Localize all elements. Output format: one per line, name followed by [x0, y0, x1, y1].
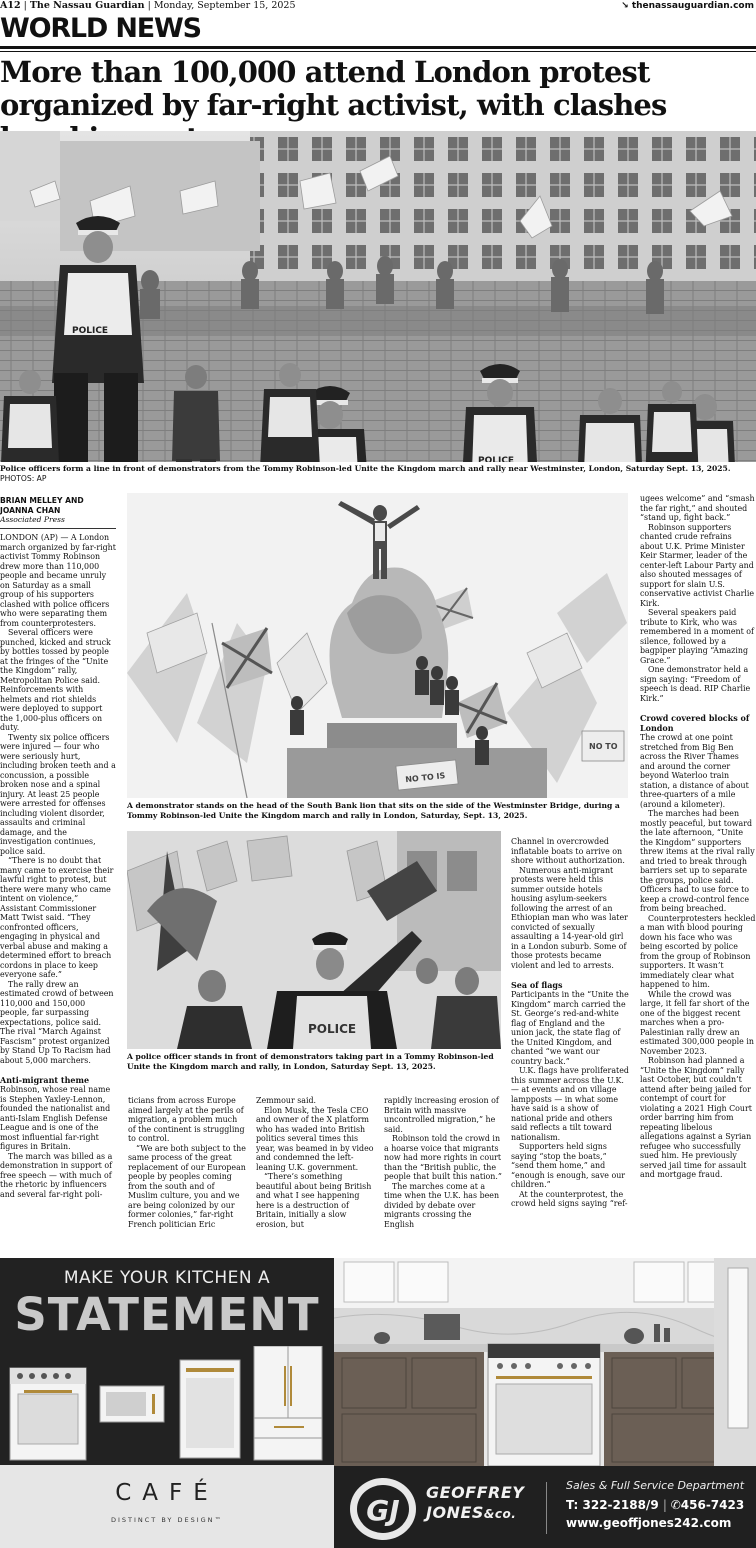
section-title: WORLD NEWS [0, 13, 201, 44]
col6-paragraph: One demonstrator held a sign saying: “Freedom of speech is dead. RIP Charlie Kirk.” [640, 665, 751, 703]
advertisement[interactable] [0, 1258, 756, 1548]
col4-paragraph: rapidly increasing erosion of Britain with massive uncontrolled migration,” he said. [384, 1096, 499, 1134]
officer-photo [127, 831, 501, 1049]
vest-text-1: POLICE [72, 326, 109, 336]
whatsapp-icon: ✆ [670, 1498, 681, 1512]
main-photo [0, 131, 756, 462]
col5-paragraph: Participants in the “Unite the Kingdom” march carried the St. George’s red-and-white flag of England and the union jack, the state flag of the United Kingdom, and chanted “we want our country back.” [511, 990, 629, 1066]
dealer-name [426, 1483, 524, 1524]
column-2 [128, 1096, 246, 1229]
col3-paragraph: Elon Musk, the Tesla CEO and owner of the X platform who has waded into British politics several times this year, was beamed in by video and condemned the left-leaning U.K. government. [256, 1105, 374, 1172]
col1-paragraph: The march was billed as a demonstration in support of free speech — with much of the rhetoric by influencers and several far-right poli- [0, 1151, 113, 1199]
appliances-illustration [8, 1346, 326, 1461]
ad-statement-text: STATEMENT [14, 1288, 320, 1341]
main-photo-caption: Police officers form a line in front of demonstrators from the Tommy Robinson-led Unite the Kingdom march and rally near Westminster, London, Saturday Sept. 13, 2025. [0, 464, 731, 473]
folio-site[interactable] [621, 0, 754, 12]
col6-paragraph: Robinson supporters chanted crude refrains about U.K. Prime Minister Keir Starmer, leader of the center-left Labour Party and also shouted messages of support for slain U.S. conservative activist Charlie Kirk. [640, 522, 755, 608]
kitchen-photo [334, 1258, 756, 1466]
wall-oven-icon [180, 1360, 240, 1458]
col3-paragraph: Zemmour said. [256, 1096, 317, 1105]
section-rule-thin [0, 51, 756, 52]
subhead-sea-of-flags: Sea of flags [511, 980, 563, 990]
column-5 [511, 837, 629, 1209]
cafe-logo: CAFÉ [115, 1480, 219, 1506]
col1-paragraph: Twenty six police officers were injured — four who were seriously hurt, including broken teeth and a concussion, a possible broken nose and a spinal injury. At least 25 people were arrested for offenses including violent disorder, assaults and criminal damage, and the investigation continues, police said. [0, 732, 116, 856]
col2-paragraph: ticians from across Europe aimed largely at the perils of migration, a problem much of the continent is struggling to control. [128, 1096, 245, 1143]
col6-paragraph: The crowd at one point stretched from Big Ben across the River Thames and around the corner beyond Waterloo train station, a distance of about three-quarters of a mile (around a kilometer). [640, 733, 749, 809]
photo-credit: PHOTOS: AP [0, 474, 47, 483]
cafe-logo-box [0, 1465, 334, 1548]
col1-paragraph: Several officers were punched, kicked and struck by bottles tossed by people at the fringes of the “Unite the Kingdom” rally, Metropolitan Police said. Reinforcements with helmets and riot shields were deployed to support the 1,000-plus officers on duty. [0, 628, 111, 732]
sign-right-text: NO TO [589, 742, 618, 751]
phone-separator: | [662, 1498, 671, 1512]
vest-text-2: POLICE [478, 456, 515, 462]
col5-paragraph: Channel in overcrowded inflatable boats to arrive on shore without authorization. [511, 837, 625, 865]
vest-text-3: POLICE [308, 1022, 357, 1036]
col5-paragraph: U.K. flags have proliferated this summer across the U.K. — at events and on village lampposts — in what some have said is a show of national pride and others said reflects a tilt toward nationalism. [511, 1066, 629, 1142]
lion-photo-caption: A demonstrator stands on the head of the South Bank lion that sits on the side of the Westminster Bridge, during a Tommy Robinson-led Unite the Kingdom march and rally in London, Saturday, Sept. 13, 2025. [127, 801, 620, 820]
col6-paragraph: Several speakers paid tribute to Kirk, who was remembered in a moment of silence, followed by a bagpiper playing “Amazing Grace.” [640, 608, 754, 665]
column-4 [384, 1096, 502, 1229]
subhead-crowd: Crowd covered blocks of London [640, 713, 750, 733]
page-number: A12 [0, 0, 21, 11]
paper-name: The Nassau Guardian [29, 0, 145, 11]
dealer-name-line-2 [426, 1503, 524, 1524]
dealer-phone-line[interactable] [566, 1498, 744, 1512]
col1-paragraph: The rally drew an estimated crowd of between 110,000 and 150,000 people, far surpassing expectations, police said. The rival “March Against Fascism” protest organized by Stand Up To Racism had about 5,000 marchers. [0, 979, 114, 1065]
dealer-phone[interactable]: T: 322-2188/9 [566, 1498, 659, 1512]
subhead-anti-migrant: Anti-migrant theme [0, 1075, 90, 1085]
byline-line-2: JOANNA CHAN [0, 505, 61, 515]
col6-paragraph: While the crowd was large, it fell far short of the one of the biggest recent marches when a pro-Palestinian rally drew an estimated 300,000 people in November 2023. [640, 989, 754, 1056]
col5-paragraph: Numerous anti-migrant protests were held this summer outside hotels housing asylum-seekers following the arrest of an Ethiopian man who was later convicted of sexually assaulting a 14-year-old girl in a London suburb. Some of those protests became violent and led to arrests. [511, 865, 628, 970]
gj-logo-icon [348, 1476, 418, 1542]
col6-paragraph: Counterprotesters heckled a man with blood pouring down his face who was being escorted by police from the group of Robinson supporters. It wasn’t immediately clear what happened to him. [640, 913, 756, 989]
folio-bar [0, 0, 756, 12]
col5-paragraph: At the counterprotest, the crowd held signs saying “ref- [511, 1189, 628, 1208]
column-1 [0, 496, 116, 1199]
col4-paragraph: The marches come at a time when the U.K. has been divided by debate over migrants crossing the English [384, 1181, 500, 1229]
gj-logo-letters: GJ [366, 1494, 400, 1527]
arrow-icon: ↘ [621, 1, 629, 11]
column-3 [256, 1096, 374, 1229]
column-6 [640, 494, 756, 1180]
dealer-whatsapp[interactable]: 456-7423 [680, 1498, 745, 1512]
sign-left-text: NO TO IS [404, 771, 446, 785]
byline-line-1: BRIAN MELLEY AND [0, 496, 84, 505]
lion-photo [127, 493, 628, 798]
col6-paragraph: The marches had been mostly peaceful, but toward the late afternoon, “Unite the Kingdom” supporters threw items at the rival rally and tried to break through barriers set up to separate the groups, police said. Officers had to use force to keep a crowd-control fence from being breached. [640, 809, 755, 913]
dealer-name-line-1: GEOFFREY [426, 1483, 525, 1502]
col1-paragraph: LONDON (AP) — A London march organized by far-right activist Tommy Robinson drew more than 110,000 people and became unruly on Saturday as a small group of his supporters clashed with police officers who were separating them from counterprotesters. [0, 533, 116, 628]
col6-paragraph: Robinson had planned a “Unite the Kingdom” rally last October, but couldn’t attend after being jailed for contempt of court for violating a 2021 High Court order barring him from repeating libelous allegations against a Syrian refugee who successfully sued him. He previously served jail time for assault and mortgage fraud. [640, 1056, 752, 1179]
col1-paragraph: Robinson, whose real name is Stephen Yaxley-Lennon, founded the nationalist and anti-Islam English Defense League and is one of the most influential far-right figures in Britain. [0, 1085, 111, 1151]
section-rule [0, 46, 756, 49]
officer-photo-caption: A police officer stands in front of demonstrators taking part in a Tommy Robinson-led Unite the Kingdom march and rally, in London, Saturday Sept. 13, 2025. [127, 1052, 494, 1071]
refrigerator-icon [254, 1346, 322, 1460]
ad-make-text: MAKE YOUR KITCHEN A [63, 1268, 271, 1288]
ad-divider [546, 1482, 547, 1534]
col6-paragraph: ugees welcome” and “smash the far right,” and shouted “stand up, fight back.” [640, 494, 755, 522]
col1-paragraph: “There is no doubt that many came to exercise their lawful right to protest, but there were many who came intent on violence,” Assistant Commissioner Matt Twist said. “They confronted officers, engaging in physical and verbal abuse and making a determined effort to breach cordons in place to keep everyone safe.” [0, 856, 114, 979]
cafe-tagline: DISTINCT BY DESIGN™ [110, 1516, 224, 1524]
headline: More than 100,000 attend London protest organized by far-right activist, with clashes [0, 55, 667, 122]
range-icon [10, 1368, 86, 1460]
col3-paragraph: “There’s something beautiful about being British and what I see happening here is a destruction of Britain, initially a slow erosion, but [256, 1172, 372, 1229]
site-url: thenassauguardian.com [631, 1, 754, 11]
col2-paragraph: “We are both subject to the same process of the great replacement of our European people by peoples coming from the south and of Muslim culture, you and we are being colonized by our former colonies,” far-right French politician Eric [128, 1143, 246, 1229]
folio-left: A12 | The Nassau Guardian | Monday, September 15, 2025 [0, 0, 296, 11]
microwave-icon [100, 1386, 164, 1422]
dealer-department: Sales & Full Service Department [566, 1479, 745, 1492]
dealer-website[interactable]: www.geoffjones242.com [566, 1516, 732, 1530]
dealer-name-suffix: &co. [483, 1507, 517, 1521]
col5-paragraph: Supporters held signs saying “stop the boats,” “send them home,” and “enough is enough, save our children.” [511, 1142, 626, 1189]
col4-paragraph: Robinson told the crowd in a hoarse voice that migrants now had more rights in court than the “British public, the people that built this nation.” [384, 1134, 502, 1181]
dealer-name-jones: JONES [426, 1503, 484, 1522]
byline-agency: Associated Press [0, 515, 116, 529]
issue-date: Monday, September 15, 2025 [153, 0, 296, 11]
